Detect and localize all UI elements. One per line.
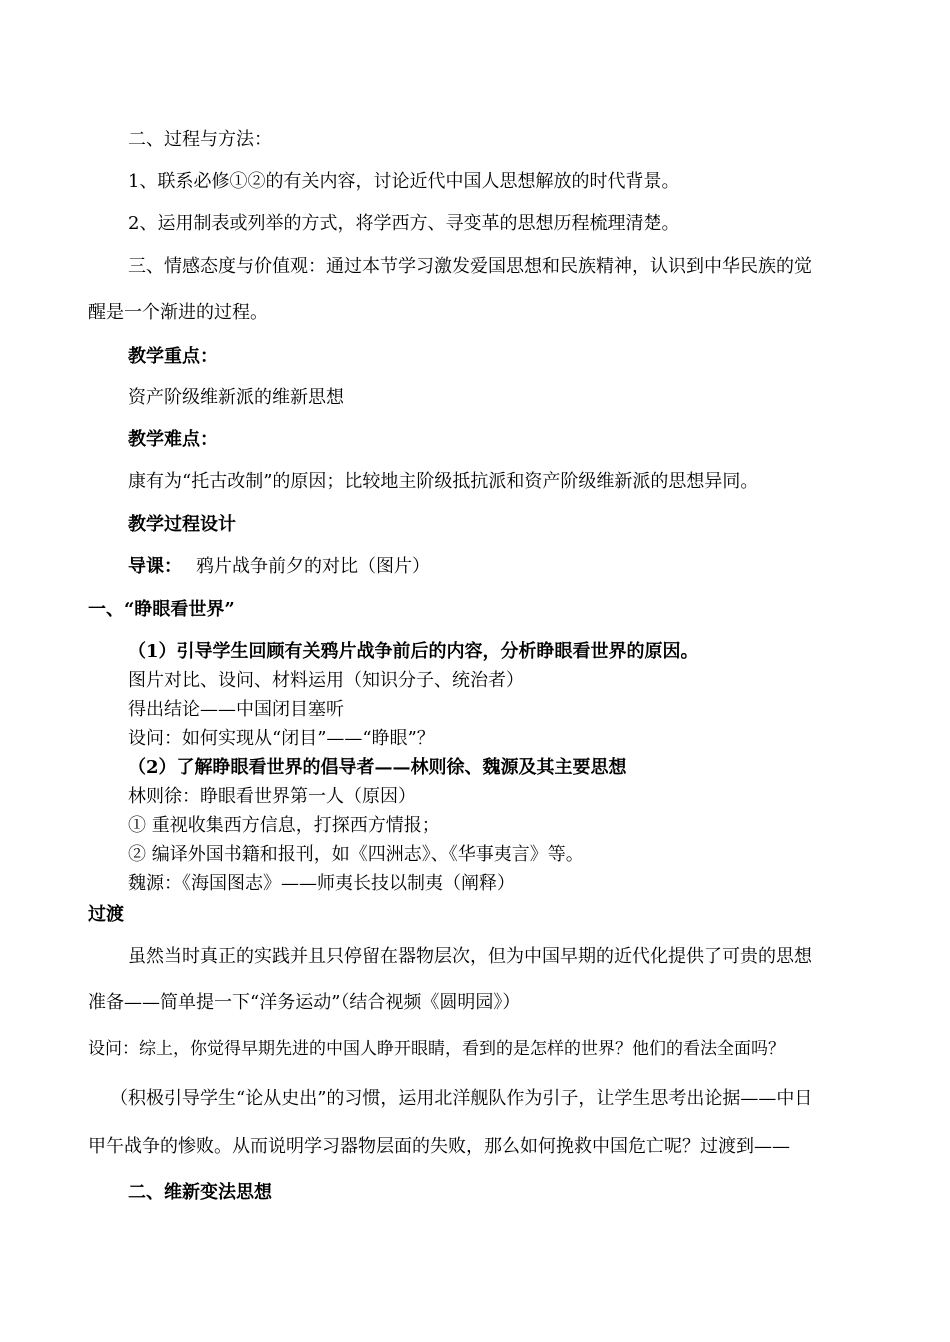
paragraph-line: 图片对比、设问、材料运用（知识分子、统治者） xyxy=(128,670,524,691)
paragraph-line: 虽然当时真正的实践并且只停留在器物层次，但为中国早期的近代化提供了可贵的思想 xyxy=(128,946,812,967)
list-item: ② 编译外国书籍和报刊，如《四洲志》、《华事夷言》等。 xyxy=(128,844,584,865)
intro-text: 鸦片战争前夕的对比（图片） xyxy=(196,556,430,577)
paragraph-line: 2、运用制表或列举的方式，将学西方、寻变革的思想历程梳理清楚。 xyxy=(128,213,680,234)
list-item: ① 重视收集西方信息，打探西方情报； xyxy=(128,815,440,836)
subheading-line: （1）引导学生回顾有关鸦片战争前后的内容，分析睁眼看世界的原因。 xyxy=(128,641,699,662)
paragraph-line: 魏源：《海国图志》——师夷长技以制夷（阐释） xyxy=(128,873,515,894)
paragraph-line: 康有为“托古改制”的原因；比较地主阶级抵抗派和资产阶级维新派的思想异同。 xyxy=(128,471,759,492)
paragraph-line: 甲午战争的惨败。从而说明学习器物层面的失败，那么如何挽救中国危亡呢？过渡到—— xyxy=(88,1136,790,1157)
heading-teaching-difficulty: 教学难点： xyxy=(128,429,218,450)
heading-transition: 过渡 xyxy=(88,904,124,925)
intro-line xyxy=(128,555,430,579)
paragraph-line: 设问：如何实现从“闭目”——“睁眼”？ xyxy=(128,728,435,749)
paragraph-line: 三、情感态度与价值观：通过本节学习激发爱国思想和民族精神，认识到中华民族的觉 xyxy=(128,256,812,277)
paragraph-line: 醒是一个渐进的过程。 xyxy=(88,302,268,323)
intro-label: 导课： xyxy=(128,556,182,577)
section-heading-reform-thought: 二、维新变法思想 xyxy=(128,1182,272,1203)
section-heading-process-method: 二、过程与方法： xyxy=(128,129,272,150)
paragraph-line: 1、联系必修①②的有关内容，讨论近代中国人思想解放的时代背景。 xyxy=(128,171,680,192)
section-heading-open-eyes: 一、“睁眼看世界” xyxy=(88,599,235,620)
paragraph-line: 得出结论——中国闭目塞听 xyxy=(128,699,344,720)
paragraph-line: （积极引导学生“论从史出”的习惯，运用北洋舰队作为引子，让学生思考出论据——中日 xyxy=(110,1088,813,1109)
paragraph-line: 资产阶级维新派的维新思想 xyxy=(128,387,344,408)
heading-teaching-focus: 教学重点： xyxy=(128,346,218,367)
paragraph-line: 准备——简单提一下“洋务运动”（结合视频《圆明园》） xyxy=(88,992,521,1013)
subheading-line: （2）了解睁眼看世界的倡导者——林则徐、魏源及其主要思想 xyxy=(128,757,627,778)
heading-teaching-process: 教学过程设计 xyxy=(128,514,236,535)
paragraph-line: 林则徐：睁眼看世界第一人（原因） xyxy=(128,786,416,807)
paragraph-line: 设问：综上，你觉得早期先进的中国人睁开眼睛，看到的是怎样的世界？他们的看法全面吗？ xyxy=(88,1039,785,1059)
